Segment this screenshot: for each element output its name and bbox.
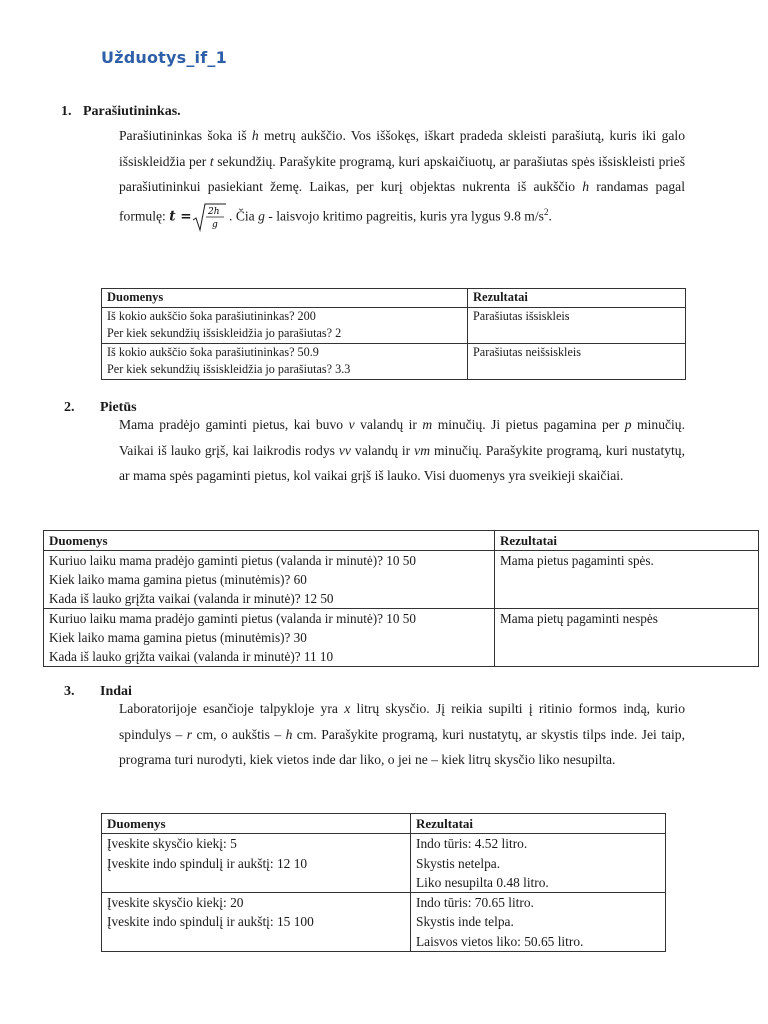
column-header: Rezultatai xyxy=(468,289,686,308)
column-header: Duomenys xyxy=(102,814,411,834)
results-cell: Indo tūris: 4.52 litro. Skystis netelpa. Liko nesupilta 0.48 litro. xyxy=(411,834,666,893)
table-row xyxy=(102,834,666,893)
section-title: Indai xyxy=(100,684,132,699)
section-number: 2. xyxy=(64,400,75,415)
inputs-cell: Kuriuo laiku mama pradėjo gaminti pietus (valanda ir minutė)? 10 50 Kiek laiko mama gamina pietus (minutėmis)? 30 Kada iš lauko grįžta vaikai (valanda ir minutė)? 11 10 xyxy=(44,609,495,667)
results-cell: Parašiutas išsiskleis xyxy=(468,307,686,343)
section-1-text: Parašiutininkas šoka iš h metrų aukščio. Vos iššokęs, iškart pradeda skleisti parašiutą, kuris iki galo išsiskleidžia per t sekundžių. Parašykite programą, kuri apskaičiuotų, ar parašiutas spės išsiskleisti prieš parašiutininkui pasiekiant žemę. Laikas, per kurį objektas nukrenta iš aukščio h randamas pagal formulę: t = 2h g . Čia g - laisvojo kritimo pagreitis, kuris yra lygus 9.8 $m/s^2$. xyxy=(119,128,686,230)
inputs-cell: Iš kokio aukščio šoka parašiutininkas? 200 Per kiek sekundžių išsiskleidžia jo parašiutas? 2 xyxy=(102,307,468,343)
section-2-text: Mama pradėjo gaminti pietus, kai buvo v valandų ir m minučių. Ji pietus pagamina per p minučių. Vaikai iš lauko grįš, kai laikrodis rodys vv valandų ir vm minučių. Parašykite programą, kuri nustatytų, ar mama spės pagaminti pietus, kol vaikai grįš iš lauko. Visi duomenys yra sveikieji skaičiai. xyxy=(119,417,686,483)
section-title: Pietūs xyxy=(100,400,137,415)
section-number: 1. xyxy=(61,104,72,119)
inputs-cell: Įveskite skysčio kiekį: 20 Įveskite indo spindulį ir aukštį: 15 100 xyxy=(102,893,411,952)
section-1-table xyxy=(101,288,686,380)
section-3-table xyxy=(101,813,666,952)
page-title: Užduotys_if_1 xyxy=(101,48,227,67)
formula-numerator: 2h xyxy=(207,206,220,217)
column-header: Duomenys xyxy=(102,289,468,308)
formula-lhs: t = xyxy=(169,208,192,225)
formula-denominator: g xyxy=(211,219,218,230)
table-row xyxy=(102,343,686,379)
section-3-text: Laboratorijoje esančioje talpykloje yra x litrų skysčio. Jį reikia supilti į ritinio formos indą, kurio spindulys – r cm, o aukštis – h cm. Parašykite programą, kuri nustatytų, ar skystis tilps inde. Jei taip, programa turi nurodyti, kiek vietos inde dar liko, o jei ne – kiek litrų skysčio liko nesupilta. xyxy=(119,701,685,767)
results-cell: Mama pietų pagaminti nespės xyxy=(495,609,759,667)
table-row xyxy=(44,551,759,609)
table-row xyxy=(102,893,666,952)
table-row xyxy=(102,307,686,343)
column-header: Rezultatai xyxy=(495,531,759,551)
column-header: Duomenys xyxy=(44,531,495,551)
table-row xyxy=(44,609,759,667)
results-cell: Parašiutas neišsiskleis xyxy=(468,343,686,379)
results-cell: Mama pietus pagaminti spės. xyxy=(495,551,759,609)
inputs-cell: Įveskite skysčio kiekį: 5 Įveskite indo spindulį ir aukštį: 12 10 xyxy=(102,834,411,893)
inputs-cell: Kuriuo laiku mama pradėjo gaminti pietus (valanda ir minutė)? 10 50 Kiek laiko mama gamina pietus (minutėmis)? 60 Kada iš lauko grįžta vaikai (valanda ir minutė)? 12 50 xyxy=(44,551,495,609)
results-cell: Indo tūris: 70.65 litro. Skystis inde telpa. Laisvos vietos liko: 50.65 litro. xyxy=(411,893,666,952)
inputs-cell: Iš kokio aukščio šoka parašiutininkas? 50.9 Per kiek sekundžių išsiskleidžia jo parašiutas? 3.3 xyxy=(102,343,468,379)
column-header: Rezultatai xyxy=(411,814,666,834)
section-2-table xyxy=(43,530,759,667)
section-title: Parašiutininkas. xyxy=(83,104,181,119)
formula-sqrt xyxy=(192,202,226,232)
section-number: 3. xyxy=(64,684,75,699)
